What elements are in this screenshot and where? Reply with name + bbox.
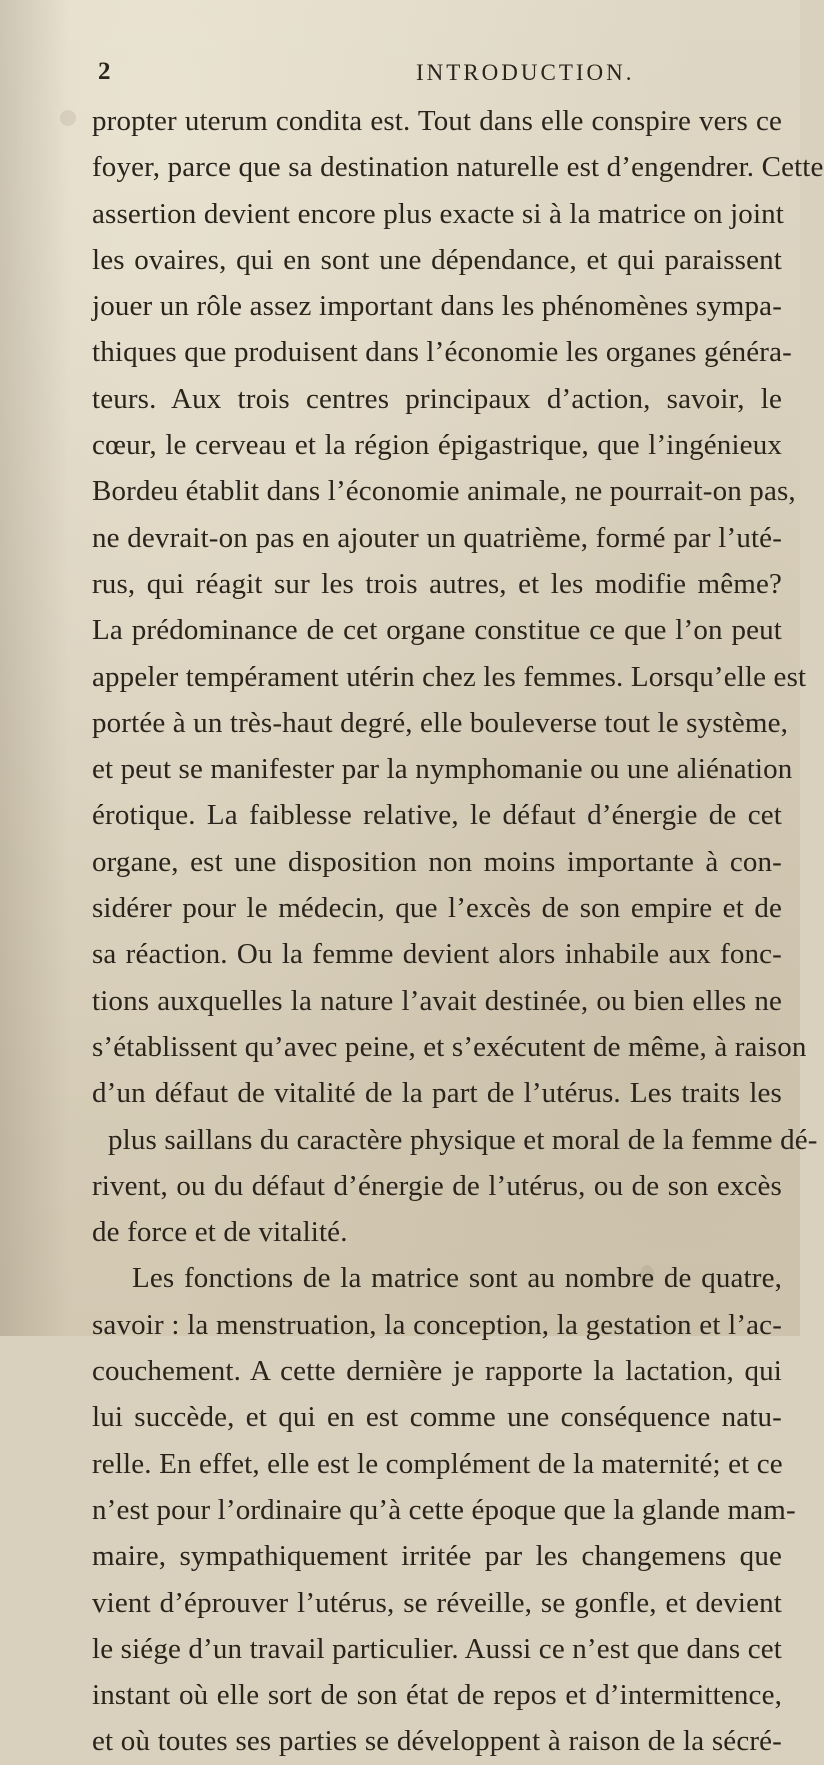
text-line: appeler tempérament utérin chez les femmes. Lorsqu’elle est	[92, 660, 807, 693]
running-head: INTRODUCTION.	[416, 60, 635, 85]
paragraph-end-line: de force et de vitalité.	[92, 1216, 348, 1249]
text-line: couchement. A cette dernière je rapporte la lactation, qui	[92, 1355, 782, 1388]
text-line: rus, qui réagit sur les trois autres, et les modifie même?	[92, 567, 782, 600]
text-line: portée à un très-haut degré, elle bouleverse tout le système,	[92, 706, 789, 739]
text-line: et où toutes ses parties se développent à raison de la sécré-	[92, 1725, 782, 1758]
paper-stain	[60, 110, 76, 126]
page-number: 2	[98, 58, 111, 85]
text-line: propter uterum condita est. Tout dans elle conspire vers ce	[92, 105, 782, 137]
text-line: organe, est une disposition non moins importante à con-	[92, 845, 782, 878]
text-line: vient d’éprouver l’utérus, se réveille, se gonfle, et devient	[92, 1586, 782, 1619]
text-line: instant où elle sort de son état de repos et d’intermittence,	[92, 1679, 782, 1712]
text-line: plus saillans du caractère physique et moral de la femme dé-	[108, 1123, 818, 1156]
text-line: foyer, parce que sa destination naturelle est d’engendrer. Cette	[92, 151, 824, 184]
text-line: maire, sympathiquement irritée par les changemens que	[92, 1540, 782, 1573]
text-line: assertion devient encore plus exacte si à la matrice on joint	[92, 197, 785, 230]
text-line: sa réaction. Ou la femme devient alors inhabile aux fonc-	[92, 938, 782, 971]
text-line: n’est pour l’ordinaire qu’à cette époque que la glande mam-	[92, 1493, 796, 1526]
text-line: les ovaires, qui en sont une dépendance, et qui paraissent	[92, 243, 782, 276]
text-line: ne devrait-on pas en ajouter un quatrième, formé par l’uté-	[92, 521, 782, 554]
text-line: rivent, ou du défaut d’énergie de l’utérus, ou de son excès	[92, 1169, 782, 1202]
text-line: érotique. La faiblesse relative, le défaut d’énergie de cet	[92, 799, 782, 832]
text-line: jouer un rôle assez important dans les phénomènes sympa-	[92, 290, 782, 323]
text-line: tions auxquelles la nature l’avait destinée, ou bien elles ne	[92, 984, 782, 1017]
text-line: sidérer pour le médecin, que l’excès de son empire et de	[92, 892, 782, 925]
text-line: savoir : la menstruation, la conception, la gestation et l’ac-	[92, 1308, 782, 1341]
text-line: et peut se manifester par la nymphomanie ou une aliénation	[92, 753, 793, 786]
page-header	[92, 58, 782, 98]
text-line: La prédominance de cet organe constitue ce que l’on peut	[92, 614, 782, 647]
text-line: Bordeu établit dans l’économie animale, ne pourrait-on pas,	[92, 475, 796, 508]
text-line: s’établissent qu’avec peine, et s’exécutent de même, à raison	[92, 1030, 807, 1063]
text-line: lui succède, et qui en est comme une conséquence natu-	[92, 1401, 782, 1434]
paragraph-start-line: Les fonctions de la matrice sont au nombre de quatre,	[132, 1262, 782, 1295]
text-line: thiques que produisent dans l’économie les organes généra-	[92, 336, 792, 369]
text-line: cœur, le cerveau et la région épigastrique, que l’ingénieux	[92, 429, 782, 462]
body-text	[92, 98, 824, 1765]
text-line: le siége d’un travail particulier. Aussi ce n’est que dans cet	[92, 1632, 782, 1665]
text-line: d’un défaut de vitalité de la part de l’utérus. Les traits les	[92, 1077, 782, 1110]
text-line: relle. En effet, elle est le complément de la maternité; et ce	[92, 1447, 783, 1480]
text-line: teurs. Aux trois centres principaux d’action, savoir, le	[92, 382, 782, 415]
